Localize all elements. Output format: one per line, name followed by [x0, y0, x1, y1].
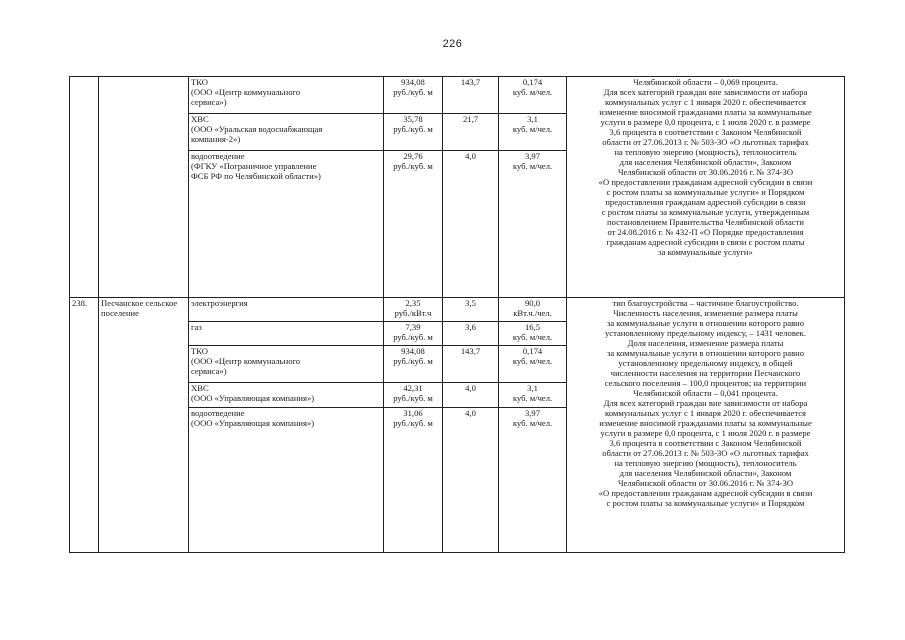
service-cell: ТКО (ООО «Центр коммунального сервиса»)	[189, 77, 384, 114]
settlement-cell: Песчанское сельское поселение	[99, 298, 189, 553]
norm-cell: 3,1 куб. м/чел.	[499, 114, 567, 151]
service-cell: газ	[189, 322, 384, 346]
service-cell: ТКО (ООО «Центр коммунального сервиса»)	[189, 346, 384, 383]
table-row	[70, 298, 845, 322]
index-cell: 3,5	[443, 298, 499, 322]
justification-cell: Челябинской области – 0,069 процента. Для всех категорий граждан вне зависимости от набора коммунальных услуг с 1 января 2020 г. обеспечивается изменение вносимой гражданами платы за коммунальные услуги в размере 0,0 процента, с 1 июля 2020 г. в размере 3,6 процента в соответствии с Законом Челябинской области от 27.06.2013 г. № 503-ЗО «О льготных тарифах на тепловую энергию (мощность), теплоноситель для населения Челябинской области», Законом Челябинской области от 30.06.2016 г. № 374-ЗО «О предоставлении гражданам адресной субсидии в связи с ростом платы за коммунальные услуги» и Порядком предоставления гражданам адресной субсидии в связи с ростом платы за коммунальные услуги, утвержденным постановлением Правительства Челябинской области от 24.08.2016 г. № 432-П «О Порядке предоставления гражданам адресной субсидии в связи с ростом платы за коммунальные услуги»	[567, 77, 845, 298]
index-cell: 143,7	[443, 346, 499, 383]
service-cell: водоотведение (ООО «Управляющая компания»)	[189, 408, 384, 553]
page-number: 226	[442, 38, 463, 50]
index-cell: 143,7	[443, 77, 499, 114]
norm-cell: 3,1 куб. м/чел.	[499, 383, 567, 408]
index-cell: 21,7	[443, 114, 499, 151]
index-cell: 3,6	[443, 322, 499, 346]
row-number-cell: 238.	[70, 298, 99, 553]
norm-cell: 16,5 куб. м/чел.	[499, 322, 567, 346]
norm-cell: 3,97 куб. м/чел.	[499, 408, 567, 553]
index-cell: 4,0	[443, 151, 499, 298]
tariff-cell: 31,06 руб./куб. м	[384, 408, 443, 553]
tariff-cell: 934,08 руб./куб. м	[384, 346, 443, 383]
tariff-cell: 42,31 руб./куб. м	[384, 383, 443, 408]
tariff-cell: 934,08 руб./куб. м	[384, 77, 443, 114]
norm-cell: 0,174 куб. м/чел.	[499, 77, 567, 114]
norm-cell: 0,174 куб. м/чел.	[499, 346, 567, 383]
service-cell: электроэнергия	[189, 298, 384, 322]
index-cell: 4,0	[443, 383, 499, 408]
service-cell: ХВС (ООО «Управляющая компания»)	[189, 383, 384, 408]
settlement-cell	[99, 77, 189, 298]
tariff-cell: 2,35 руб./кВт.ч	[384, 298, 443, 322]
service-cell: ХВС (ООО «Уральская водоснабжающая компания-2»)	[189, 114, 384, 151]
tariff-cell: 29,76 руб./куб. м	[384, 151, 443, 298]
justification-cell: тип благоустройства – частичное благоустройство. Численность населения, изменение размера платы за коммунальные услуги в отношении которого равно установленному предельному индексу, – 1431 человек. Доля населения, изменение размера платы за коммунальные услуги в отношении которого равно установленному предельному индексу, в общей численности населения на территории Песчанского сельского поселения – 100,0 процентов; на территории Челябинской области – 0,041 процента. Для всех категорий граждан вне зависимости от набора коммунальных услуг с 1 января 2020 г. обеспечивается изменение вносимой гражданами платы за коммунальные услуги в размере 0,0 процента, с 1 июля 2020 г. в размере 3,6 процента в соответствии с Законом Челябинской области от 27.06.2013 г. № 503-ЗО «О льготных тарифах на тепловую энергию (мощность), теплоноситель для населения Челябинской области», Законом Челябинской области от 30.06.2016 г. № 374-ЗО «О предоставлении гражданам адресной субсидии в связи с ростом платы за коммунальные услуги» и Порядком	[567, 298, 845, 553]
norm-cell: 90,0 кВт.ч./чел.	[499, 298, 567, 322]
row-number-cell	[70, 77, 99, 298]
table-row	[70, 77, 845, 114]
index-cell: 4,0	[443, 408, 499, 553]
tariff-cell: 35,78 руб./куб. м	[384, 114, 443, 151]
service-cell: водоотведение (ФГКУ «Пограничное управление ФСБ РФ по Челябинской области»)	[189, 151, 384, 298]
tariff-table	[69, 76, 845, 553]
tariff-cell: 7,39 руб./куб. м	[384, 322, 443, 346]
norm-cell: 3,97 куб. м/чел.	[499, 151, 567, 298]
